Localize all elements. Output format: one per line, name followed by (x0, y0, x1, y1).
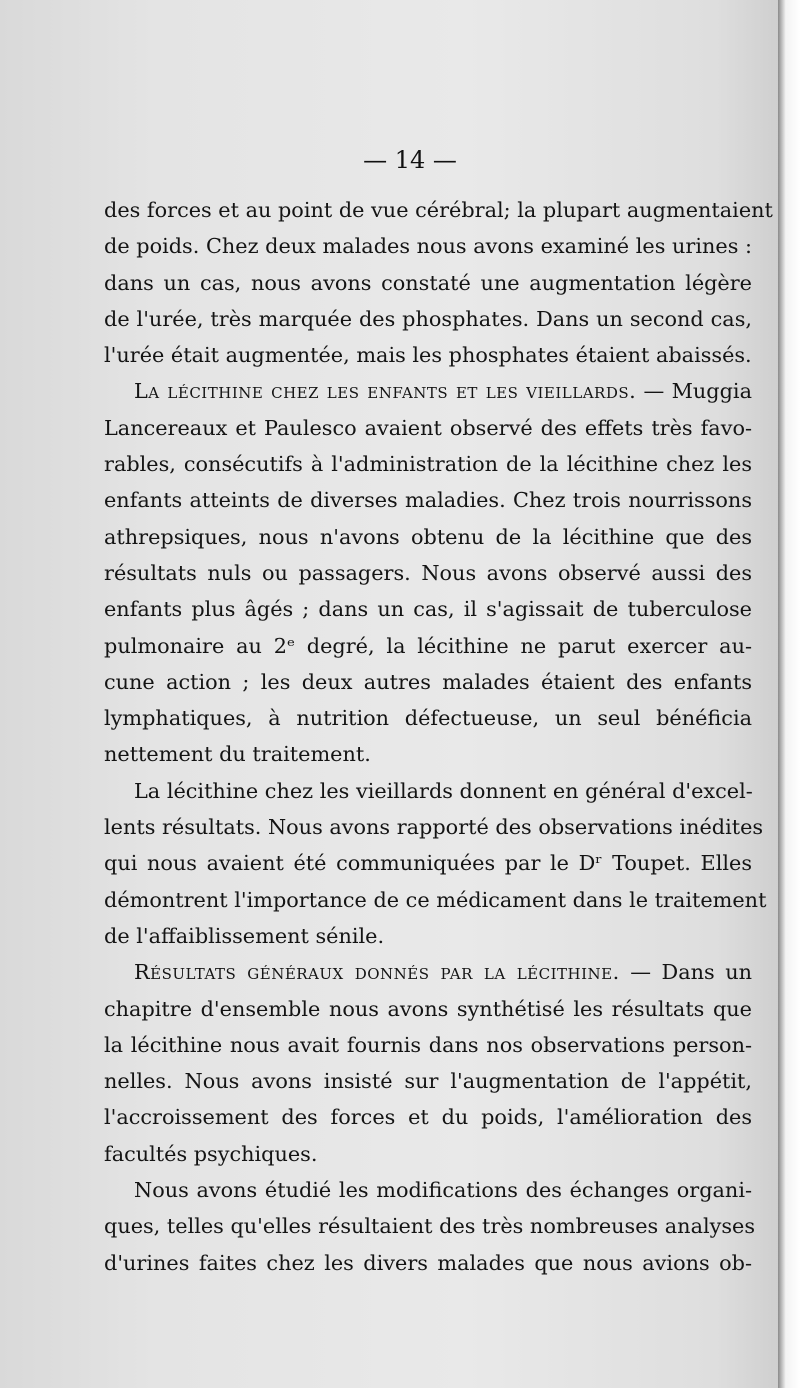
text-line: l'urée était augmentée, mais les phosphates étaient abaissés. (104, 343, 752, 368)
text-line: athrepsiques, nous n'avons obtenu de la lécithine que des (104, 524, 752, 549)
text-line: nettement du traitement. (104, 742, 371, 767)
body-text (104, 192, 773, 1281)
text-line: lymphatiques, à nutrition défectueuse, un seul bénéficia (104, 706, 752, 731)
text-line: d'urines faites chez les divers malades que nous avions ob- (104, 1250, 752, 1275)
text-line: de l'urée, très marquée des phosphates. Dans un second cas, (104, 306, 752, 331)
section-heading: Résultats généraux donnés par la lécithine. (134, 960, 620, 985)
text-line (104, 954, 752, 990)
text-line: qui nous avaient été communiquées par le Dʳ Toupet. Elles (104, 851, 752, 876)
text-line: rables, consécutifs à l'administration de la lécithine chez les (104, 452, 752, 477)
text-line: résultats nuls ou passagers. Nous avons observé aussi des (104, 560, 752, 585)
text-line: Lancereaux et Paulesco avaient observé des effets très favo- (104, 415, 752, 440)
page-number: — 14 — (363, 146, 457, 174)
text-line: lents résultats. Nous avons rapporté des observations inédites (104, 815, 764, 840)
text-line: pulmonaire au 2ᵉ degré, la lécithine ne parut exercer au- (104, 633, 752, 658)
text-line: démontrent l'importance de ce médicament dans le traitement (104, 887, 767, 912)
text-line (104, 373, 752, 409)
text-line: ques, telles qu'elles résultaient des très nombreuses analyses (104, 1214, 756, 1239)
text-line: La lécithine chez les vieillards donnent en général d'excel- (134, 778, 753, 803)
text-line: chapitre d'ensemble nous avons synthétisé les résultats que (104, 996, 752, 1021)
text-line: Nous avons étudié les modifications des échanges organi- (134, 1178, 752, 1203)
line-text: — Dans un (619, 960, 752, 985)
text-line: enfants atteints de diverses maladies. Chez trois nourrissons (104, 488, 752, 513)
page-edge (778, 0, 800, 1388)
line-text: — Muggia (636, 379, 752, 404)
section-heading: La lécithine chez les enfants et les vieillards. (134, 379, 637, 404)
text-line: facultés psychiques. (104, 1141, 318, 1166)
text-line: la lécithine nous avait fournis dans nos observations person- (104, 1032, 752, 1057)
text-line: de l'affaiblissement sénile. (104, 923, 385, 948)
text-line: de poids. Chez deux malades nous avons examiné les urines : (104, 234, 752, 259)
text-line: enfants plus âgés ; dans un cas, il s'agissait de tuberculose (104, 597, 752, 622)
text-line: des forces et au point de vue cérébral; la plupart augmentaient (104, 198, 773, 222)
text-line: cune action ; les deux autres malades étaient des enfants (104, 669, 752, 694)
text-line: dans un cas, nous avons constaté une augmentation légère (104, 270, 752, 295)
text-line: l'accroissement des forces et du poids, l'amélioration des (104, 1105, 752, 1130)
text-line: nelles. Nous avons insisté sur l'augmentation de l'appétit, (104, 1069, 752, 1094)
